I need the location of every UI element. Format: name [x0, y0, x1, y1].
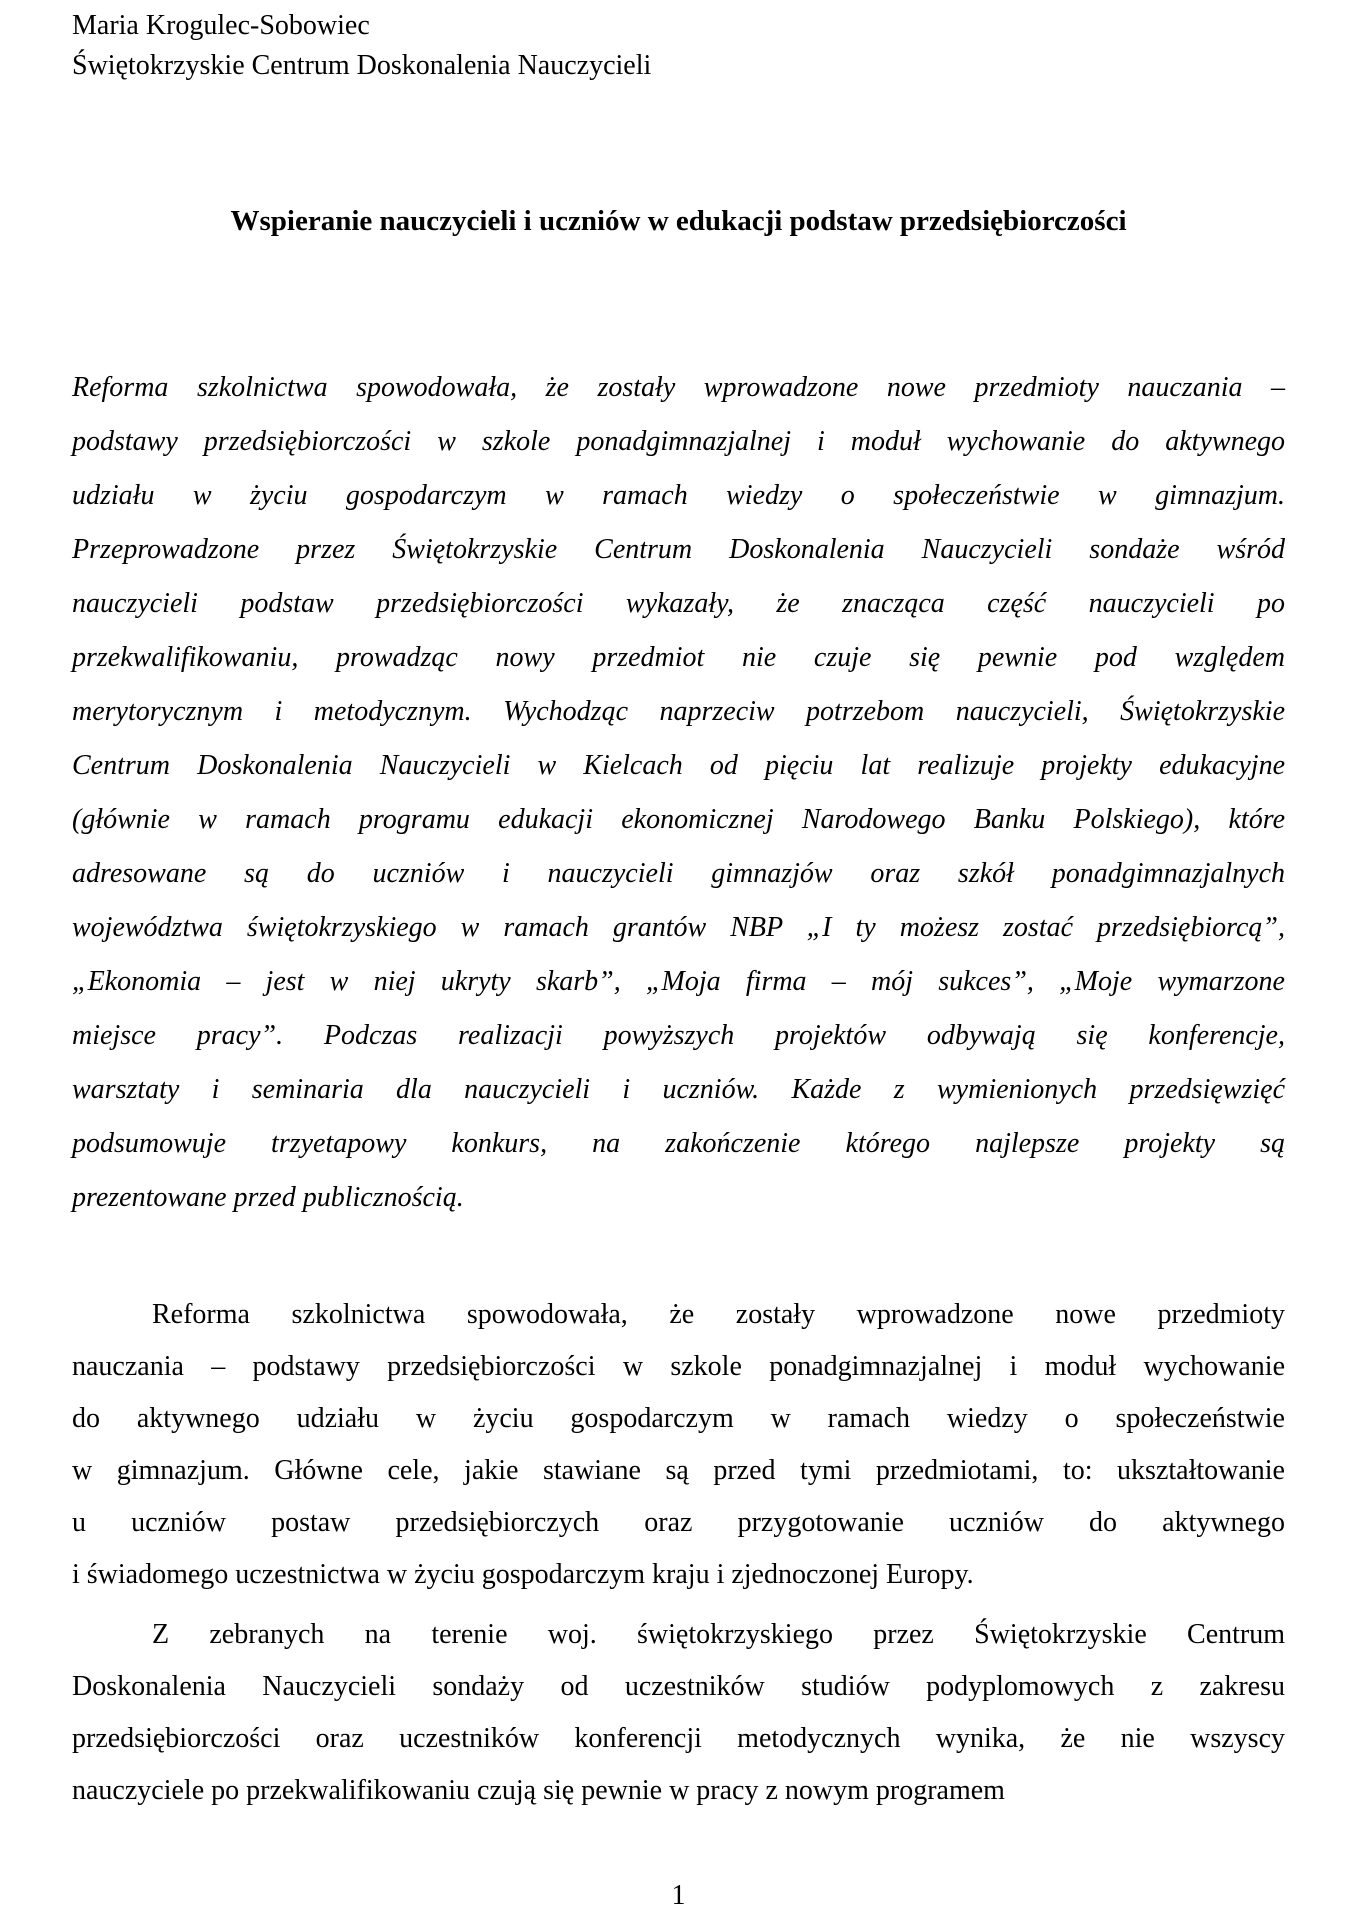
document-title: Wspieranie nauczycieli i uczniów w edukacji podstaw przedsiębiorczości: [230, 205, 1127, 237]
document-body: [72, 361, 1285, 1817]
paragraph-body-1-line-6: i świadomego uczestnictwa w życiu gospodarczym kraju i zjednoczonej Europy.: [72, 1559, 974, 1590]
paragraph-abstract-line-7: merytorycznym i metodycznym. Wychodząc naprzeciw potrzebom nauczycieli, Świętokrzyskie: [72, 696, 1285, 727]
page-number: 1: [671, 1880, 686, 1911]
paragraph-body-2: [72, 1609, 1285, 1817]
paragraph-abstract-line-11: województwa świętokrzyskiego w ramach grantów NBP „I ty możesz zostać przedsiębiorcą”,: [72, 912, 1285, 943]
author-block: [72, 6, 1285, 86]
paragraph-abstract-line-4: Przeprowadzone przez Świętokrzyskie Centrum Doskonalenia Nauczycieli sondaże wśród: [72, 534, 1285, 565]
paragraph-body-1-line-5: u uczniów postaw przedsiębiorczych oraz przygotowanie uczniów do aktywnego: [72, 1507, 1285, 1538]
paragraph-abstract-line-14: warsztaty i seminaria dla nauczycieli i uczniów. Każde z wymienionych przedsięwzięć: [72, 1074, 1285, 1105]
paragraph-abstract-line-15: podsumowuje trzyetapowy konkurs, na zakończenie którego najlepsze projekty są: [72, 1128, 1285, 1159]
paragraph-body-1: [72, 1289, 1285, 1601]
paragraph-abstract-line-16: prezentowane przed publicznością.: [72, 1182, 464, 1213]
paragraph-abstract-line-5: nauczycieli podstaw przedsiębiorczości wykazały, że znacząca część nauczycieli po: [72, 588, 1285, 619]
paragraph-abstract-line-10: adresowane są do uczniów i nauczycieli gimnazjów oraz szkół ponadgimnazjalnych: [72, 858, 1285, 889]
paragraph-abstract: [72, 361, 1285, 1225]
paragraph-abstract-line-3: udziału w życiu gospodarczym w ramach wiedzy o społeczeństwie w gimnazjum.: [72, 480, 1285, 511]
paragraph-body-2-line-2: Doskonalenia Nauczycieli sondaży od uczestników studiów podyplomowych z zakresu: [72, 1671, 1285, 1702]
author-name: Maria Krogulec-Sobowiec: [72, 10, 370, 41]
paragraph-body-2-line-1: Z zebranych na terenie woj. świętokrzyskiego przez Świętokrzyskie Centrum: [152, 1619, 1285, 1650]
paragraph-abstract-line-8: Centrum Doskonalenia Nauczycieli w Kielcach od pięciu lat realizuje projekty edukacyjne: [72, 750, 1285, 781]
paragraph-abstract-line-1: Reforma szkolnictwa spowodowała, że zostały wprowadzone nowe przedmioty nauczania –: [72, 372, 1285, 403]
author-affiliation: Świętokrzyskie Centrum Doskonalenia Nauczycieli: [72, 50, 652, 81]
paragraph-abstract-line-2: podstawy przedsiębiorczości w szkole ponadgimnazjalnej i moduł wychowanie do aktywnego: [72, 426, 1285, 457]
paragraph-abstract-line-12: „Ekonomia – jest w niej ukryty skarb”, „Moja firma – mój sukces”, „Moje wymarzone: [72, 966, 1285, 997]
paragraph-abstract-line-13: miejsce pracy”. Podczas realizacji powyższych projektów odbywają się konferencje,: [72, 1020, 1285, 1051]
paragraph-body-1-line-2: nauczania – podstawy przedsiębiorczości w szkole ponadgimnazjalnej i moduł wychowanie: [72, 1351, 1285, 1382]
paragraph-body-1-line-3: do aktywnego udziału w życiu gospodarczym w ramach wiedzy o społeczeństwie: [72, 1403, 1285, 1434]
paragraph-body-2-line-3: przedsiębiorczości oraz uczestników konferencji metodycznych wynika, że nie wszyscy: [72, 1723, 1285, 1754]
paragraph-abstract-line-6: przekwalifikowaniu, prowadząc nowy przedmiot nie czuje się pewnie pod względem: [72, 642, 1285, 673]
paragraph-body-1-line-4: w gimnazjum. Główne cele, jakie stawiane są przed tymi przedmiotami, to: ukształtowanie: [72, 1455, 1285, 1486]
paragraph-body-2-line-4: nauczyciele po przekwalifikowaniu czują się pewnie w pracy z nowym programem: [72, 1775, 1005, 1806]
paragraph-body-1-line-1: Reforma szkolnictwa spowodowała, że zostały wprowadzone nowe przedmioty: [152, 1299, 1285, 1330]
paragraph-abstract-line-9: (głównie w ramach programu edukacji ekonomicznej Narodowego Banku Polskiego), które: [72, 804, 1285, 835]
